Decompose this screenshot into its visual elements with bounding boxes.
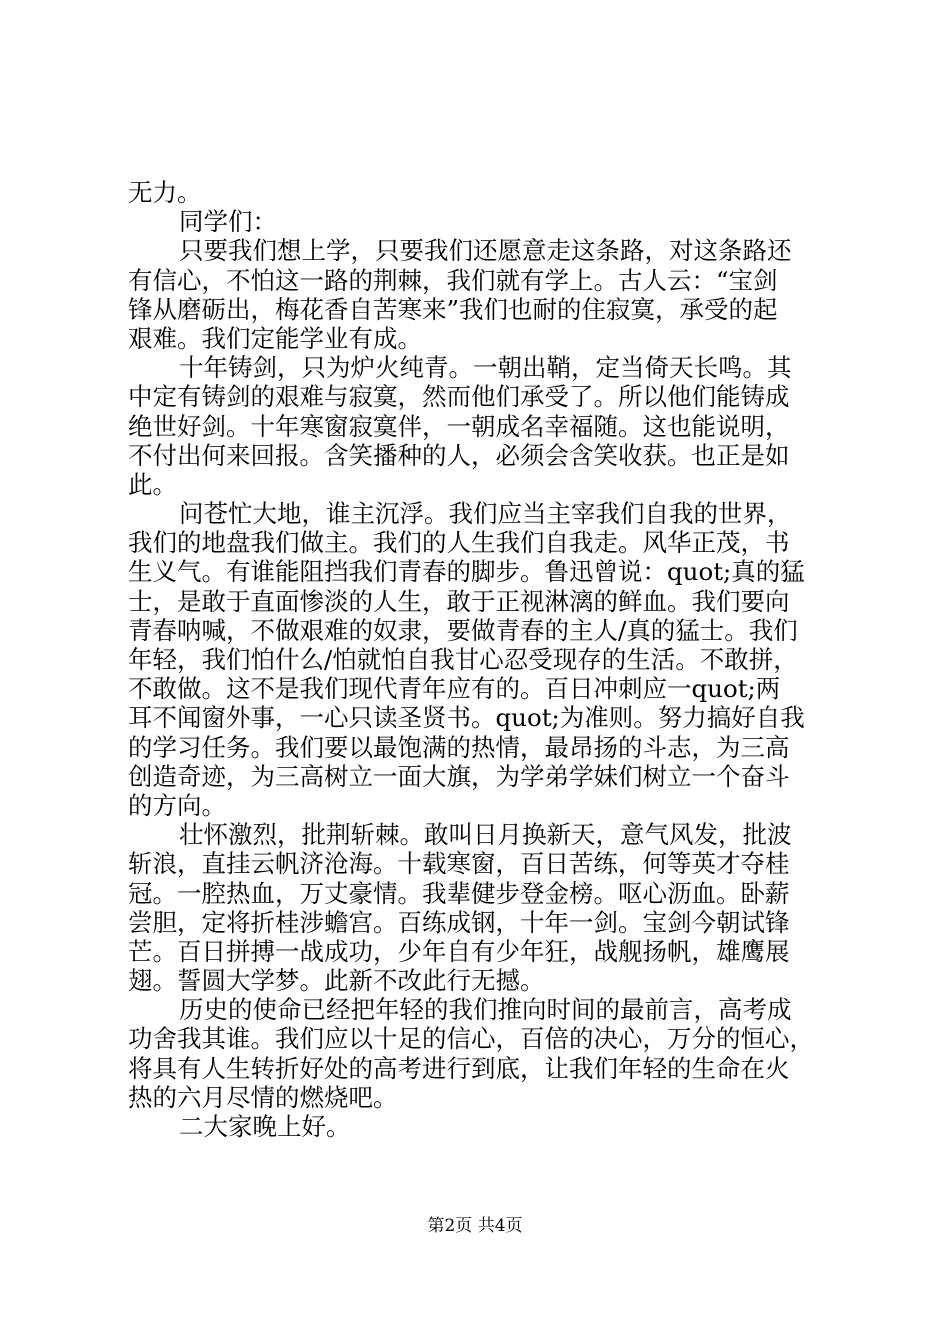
text-line: 功舍我其谁。我们应以十足的信心，百倍的决心，万分的恒心， <box>128 1024 814 1054</box>
text-line: 尝胆，定将折桂涉蟾宫。百练成钢，十年一剑。宝剑今朝试锋 <box>128 907 790 937</box>
text-line: 不敢做。这不是我们现代青年应有的。百日冲刺应一quot;两 <box>128 674 781 704</box>
text-line: 壮怀激烈，批荆斩棘。敢叫日月换新天，意气风发，批波 <box>179 820 792 850</box>
text-line: 将具有人生转折好处的高考进行到底，让我们年轻的生命在火 <box>128 1053 790 1083</box>
text-line: 士，是敢于直面惨淡的人生，敢于正视淋漓的鲜血。我们要向 <box>128 586 790 616</box>
text-line: 热的六月尽情的燃烧吧。 <box>128 1082 398 1112</box>
text-line: 生义气。有谁能阻挡我们青春的脚步。鲁迅曾说：quot;真的猛 <box>128 557 805 587</box>
text-line: 问苍忙大地，谁主沉浮。我们应当主宰我们自我的世界， <box>179 499 792 529</box>
text-line: 耳不闻窗外事，一心只读圣贤书。quot;为准则。努力搞好自我 <box>128 703 805 733</box>
text-line: 锋从磨砺出，梅花香自苦寒来”我们也耐的住寂寞，承受的起 <box>128 294 778 324</box>
text-line: 冠。一腔热血，万丈豪情。我辈健步登金榜。呕心沥血。卧薪 <box>128 878 790 908</box>
text-line: 的学习任务。我们要以最饱满的热情，最昂扬的斗志，为三高 <box>128 732 790 762</box>
text-line: 我们的地盘我们做主。我们的人生我们自我走。风华正茂，书 <box>128 528 790 558</box>
text-line: 此。 <box>128 469 177 499</box>
text-line: 翅。誓圆大学梦。此新不改此行无撼。 <box>128 966 545 996</box>
text-line: 绝世好剑。十年寒窗寂寞伴，一朝成名幸福随。这也能说明， <box>128 411 790 441</box>
text-line: 同学们： <box>179 207 277 237</box>
page-number-footer: 第2页 共4页 <box>427 1216 523 1236</box>
text-line: 二大家晚上好。 <box>179 1112 351 1141</box>
text-line: 只要我们想上学，只要我们还愿意走这条路，对这条路还 <box>179 236 792 266</box>
text-line: 十年铸剑，只为炉火纯青。一朝出鞘，定当倚天长鸣。其 <box>179 353 792 383</box>
text-line: 创造奇迹，为三高树立一面大旗，为学弟学妹们树立一个奋斗 <box>128 761 790 791</box>
text-line: 有信心，不怕这一路的荆棘，我们就有学上。古人云：“宝剑 <box>128 265 778 295</box>
document-body <box>128 178 838 1141</box>
text-line: 的方向。 <box>128 790 226 820</box>
text-line: 青春呐喊，不做艰难的奴隶，要做青春的主人/真的猛士。我们 <box>128 615 798 645</box>
text-line: 历史的使命已经把年轻的我们推向时间的最前言，高考成 <box>179 995 792 1025</box>
text-line: 年轻，我们怕什么/怕就怕自我甘心忍受现存的生活。不敢拼， <box>128 645 798 674</box>
text-line: 艰难。我们定能学业有成。 <box>128 323 422 353</box>
text-line: 芒。百日拼搏一战成功，少年自有少年狂，战舰扬帆，雄鹰展 <box>128 936 790 966</box>
text-line: 斩浪，直挂云帆济沧海。十载寒窗，百日苦练，何等英才夺桂 <box>128 849 790 879</box>
text-line: 中定有铸剑的艰难与寂寞，然而他们承受了。所以他们能铸成 <box>128 382 790 412</box>
text-line: 不付出何来回报。含笑播种的人，必须会含笑收获。也正是如 <box>128 440 790 470</box>
text-line: 无力。 <box>128 178 202 207</box>
